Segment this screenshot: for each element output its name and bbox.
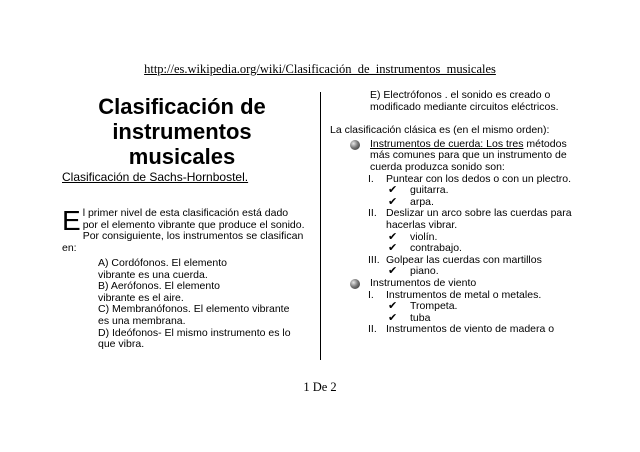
page-title: Clasificación de instrumentos musicales	[98, 94, 266, 169]
roman-item	[330, 174, 590, 186]
checkmark-icon: ✔	[388, 242, 398, 255]
viento-heading: Instrumentos de viento	[370, 276, 477, 289]
check-text: contrabajo.	[410, 242, 462, 255]
cuerda-text: más comunes para que un instrumento de	[370, 149, 567, 162]
column-divider	[320, 92, 321, 360]
intro-paragraph	[62, 205, 314, 254]
source-url[interactable]: http://es.wikipedia.org/wiki/Clasificación_de_instrumentos_musicales	[144, 62, 496, 76]
list-item-line: que vibra.	[98, 338, 145, 351]
bullet-cuerda	[330, 139, 590, 174]
roman-numeral: III.	[368, 253, 380, 266]
list-item-line: E) Electrófonos . el sonido es creado o	[370, 89, 551, 101]
list-item-line: D) Ideófonos- El mismo instrumento es lo	[98, 326, 291, 339]
list-item	[98, 281, 313, 304]
checkmark-icon: ✔	[388, 265, 398, 278]
checkmark-icon: ✔	[388, 184, 398, 197]
check-text: piano.	[410, 265, 439, 278]
list-item-line: C) Membranófonos. El elemento vibrante	[98, 303, 290, 316]
check-text: tuba	[410, 311, 431, 324]
roman-text: Instrumentos de metal o metales.	[386, 288, 542, 301]
check-text: violín.	[410, 230, 438, 243]
roman-numeral: I.	[368, 288, 374, 301]
right-column	[330, 90, 590, 336]
roman-text: Deslizar un arco sobre las cuerdas para	[386, 207, 572, 220]
intro-line: Por consiguiente, los instrumentos se clasifican en:	[62, 230, 304, 254]
checkmark-icon: ✔	[388, 311, 398, 324]
list-item	[98, 258, 313, 281]
check-text: guitarra.	[410, 184, 449, 197]
classic-heading: La clasificación clásica es (en el mismo orden):	[330, 124, 550, 137]
drop-cap: E	[62, 205, 81, 236]
roman-item	[330, 255, 590, 267]
check-text: Trompeta.	[410, 300, 458, 313]
list-item	[98, 328, 313, 351]
list-item-line: B) Aerófonos. El elemento	[98, 280, 220, 293]
roman-item	[330, 324, 590, 336]
list-item-line: vibrante es el aire.	[98, 291, 184, 304]
section-subtitle: Clasificación de Sachs-Hornbostel.	[62, 170, 249, 184]
roman-text: Golpear las cuerdas con martillos	[386, 253, 542, 266]
sphere-bullet-icon	[350, 279, 360, 289]
classification-list	[98, 258, 313, 351]
intro-line: l primer nivel de esta clasificación está dado	[82, 207, 289, 219]
check-item	[330, 301, 590, 313]
checkmark-icon: ✔	[388, 195, 398, 208]
roman-numeral: I.	[368, 172, 374, 185]
cuerda-link[interactable]: Instrumentos de cuerda: Los tres	[370, 137, 524, 150]
check-item	[330, 185, 590, 197]
roman-text: Puntear con los dedos o con un plectro.	[386, 172, 572, 185]
checkmark-icon: ✔	[388, 300, 398, 313]
roman-text: hacerlas vibrar.	[386, 218, 458, 231]
list-item	[98, 304, 313, 327]
check-text: arpa.	[410, 195, 434, 208]
cuerda-text: métodos	[523, 137, 567, 150]
list-item-line: vibrante es una cuerda.	[98, 268, 208, 281]
roman-text: Instrumentos de viento de madera o	[386, 323, 555, 336]
cuerda-text: cuerda produzca sonido son:	[370, 160, 505, 173]
roman-item	[330, 290, 590, 302]
roman-numeral: II.	[368, 207, 377, 220]
checkmark-icon: ✔	[388, 230, 398, 243]
list-item	[370, 90, 590, 113]
intro-line: por el elemento vibrante que produce el sonido.	[82, 218, 305, 231]
list-item-line: es una membrana.	[98, 314, 186, 327]
page-number: 1 De 2	[303, 380, 337, 394]
list-item-line: modificado mediante circuitos eléctricos.	[370, 100, 559, 113]
sphere-bullet-icon	[350, 140, 360, 150]
roman-numeral: II.	[368, 323, 377, 336]
list-item-line: A) Cordófonos. El elemento	[98, 257, 227, 269]
roman-item	[330, 208, 590, 231]
